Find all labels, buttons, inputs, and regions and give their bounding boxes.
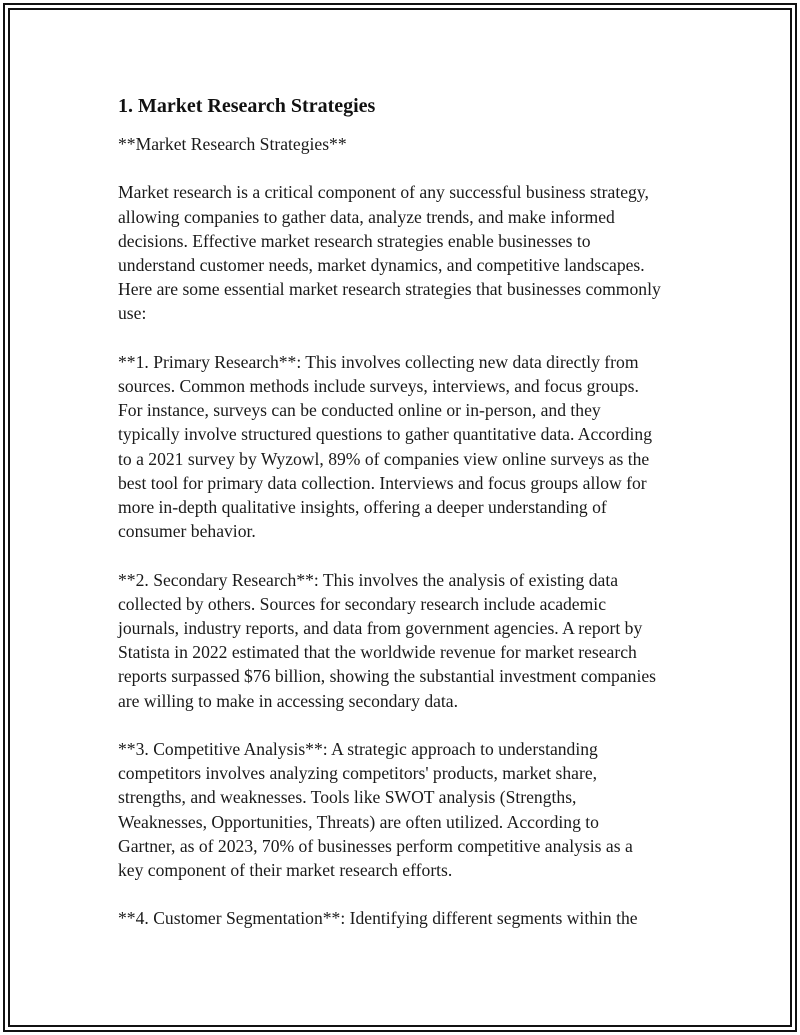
competitive-analysis-paragraph: **3. Competitive Analysis**: A strategic approach to understanding competitors involves analyzing competitors' products, market share, strengths, and weaknesses. Tools like SWOT analysis (Strengths, Weaknesses, Opportunities, Threats) are often utilized. According to Gartner, as of 2023, 70% of businesses perform competitive analysis as a key component of their market research efforts.	[118, 739, 633, 881]
customer-segmentation-paragraph: **4. Customer Segmentation**: Identifying different segments within the	[118, 908, 638, 929]
primary-research-paragraph: **1. Primary Research**: This involves collecting new data directly from sources. Common methods include surveys, interviews, and focus groups. For instance, surveys can be conducted online or in-person, and they typically involve structured questions to gather quantitative data. According to a 2021 survey by Wyzowl, 89% of companies view online surveys as the best tool for primary data collection. Interviews and focus groups allow for more in-depth qualitative insights, offering a deeper understanding of consumer behavior.	[118, 351, 653, 542]
secondary-research-paragraph: **2. Secondary Research**: This involves the analysis of existing data collected by others. Sources for secondary research include academic journals, industry reports, and data from government agencies. A report by Statista in 2022 estimated that the worldwide revenue for market research reports surpassed $76 billion, showing the substantial investment companies are willing to make in accessing secondary data.	[118, 569, 657, 711]
section-heading: 1. Market Research Strategies	[118, 95, 376, 117]
document-body	[118, 92, 698, 955]
subtitle-paragraph: **Market Research Strategies**	[118, 134, 347, 154]
intro-paragraph: Market research is a critical component of any successful business strategy, allowing companies to gather data, analyze trends, and make informed decisions. Effective market research strategies enable businesses to understand customer needs, market dynamics, and competitive landscapes. Here are some essential market research strategies that businesses commonly use:	[118, 182, 661, 324]
